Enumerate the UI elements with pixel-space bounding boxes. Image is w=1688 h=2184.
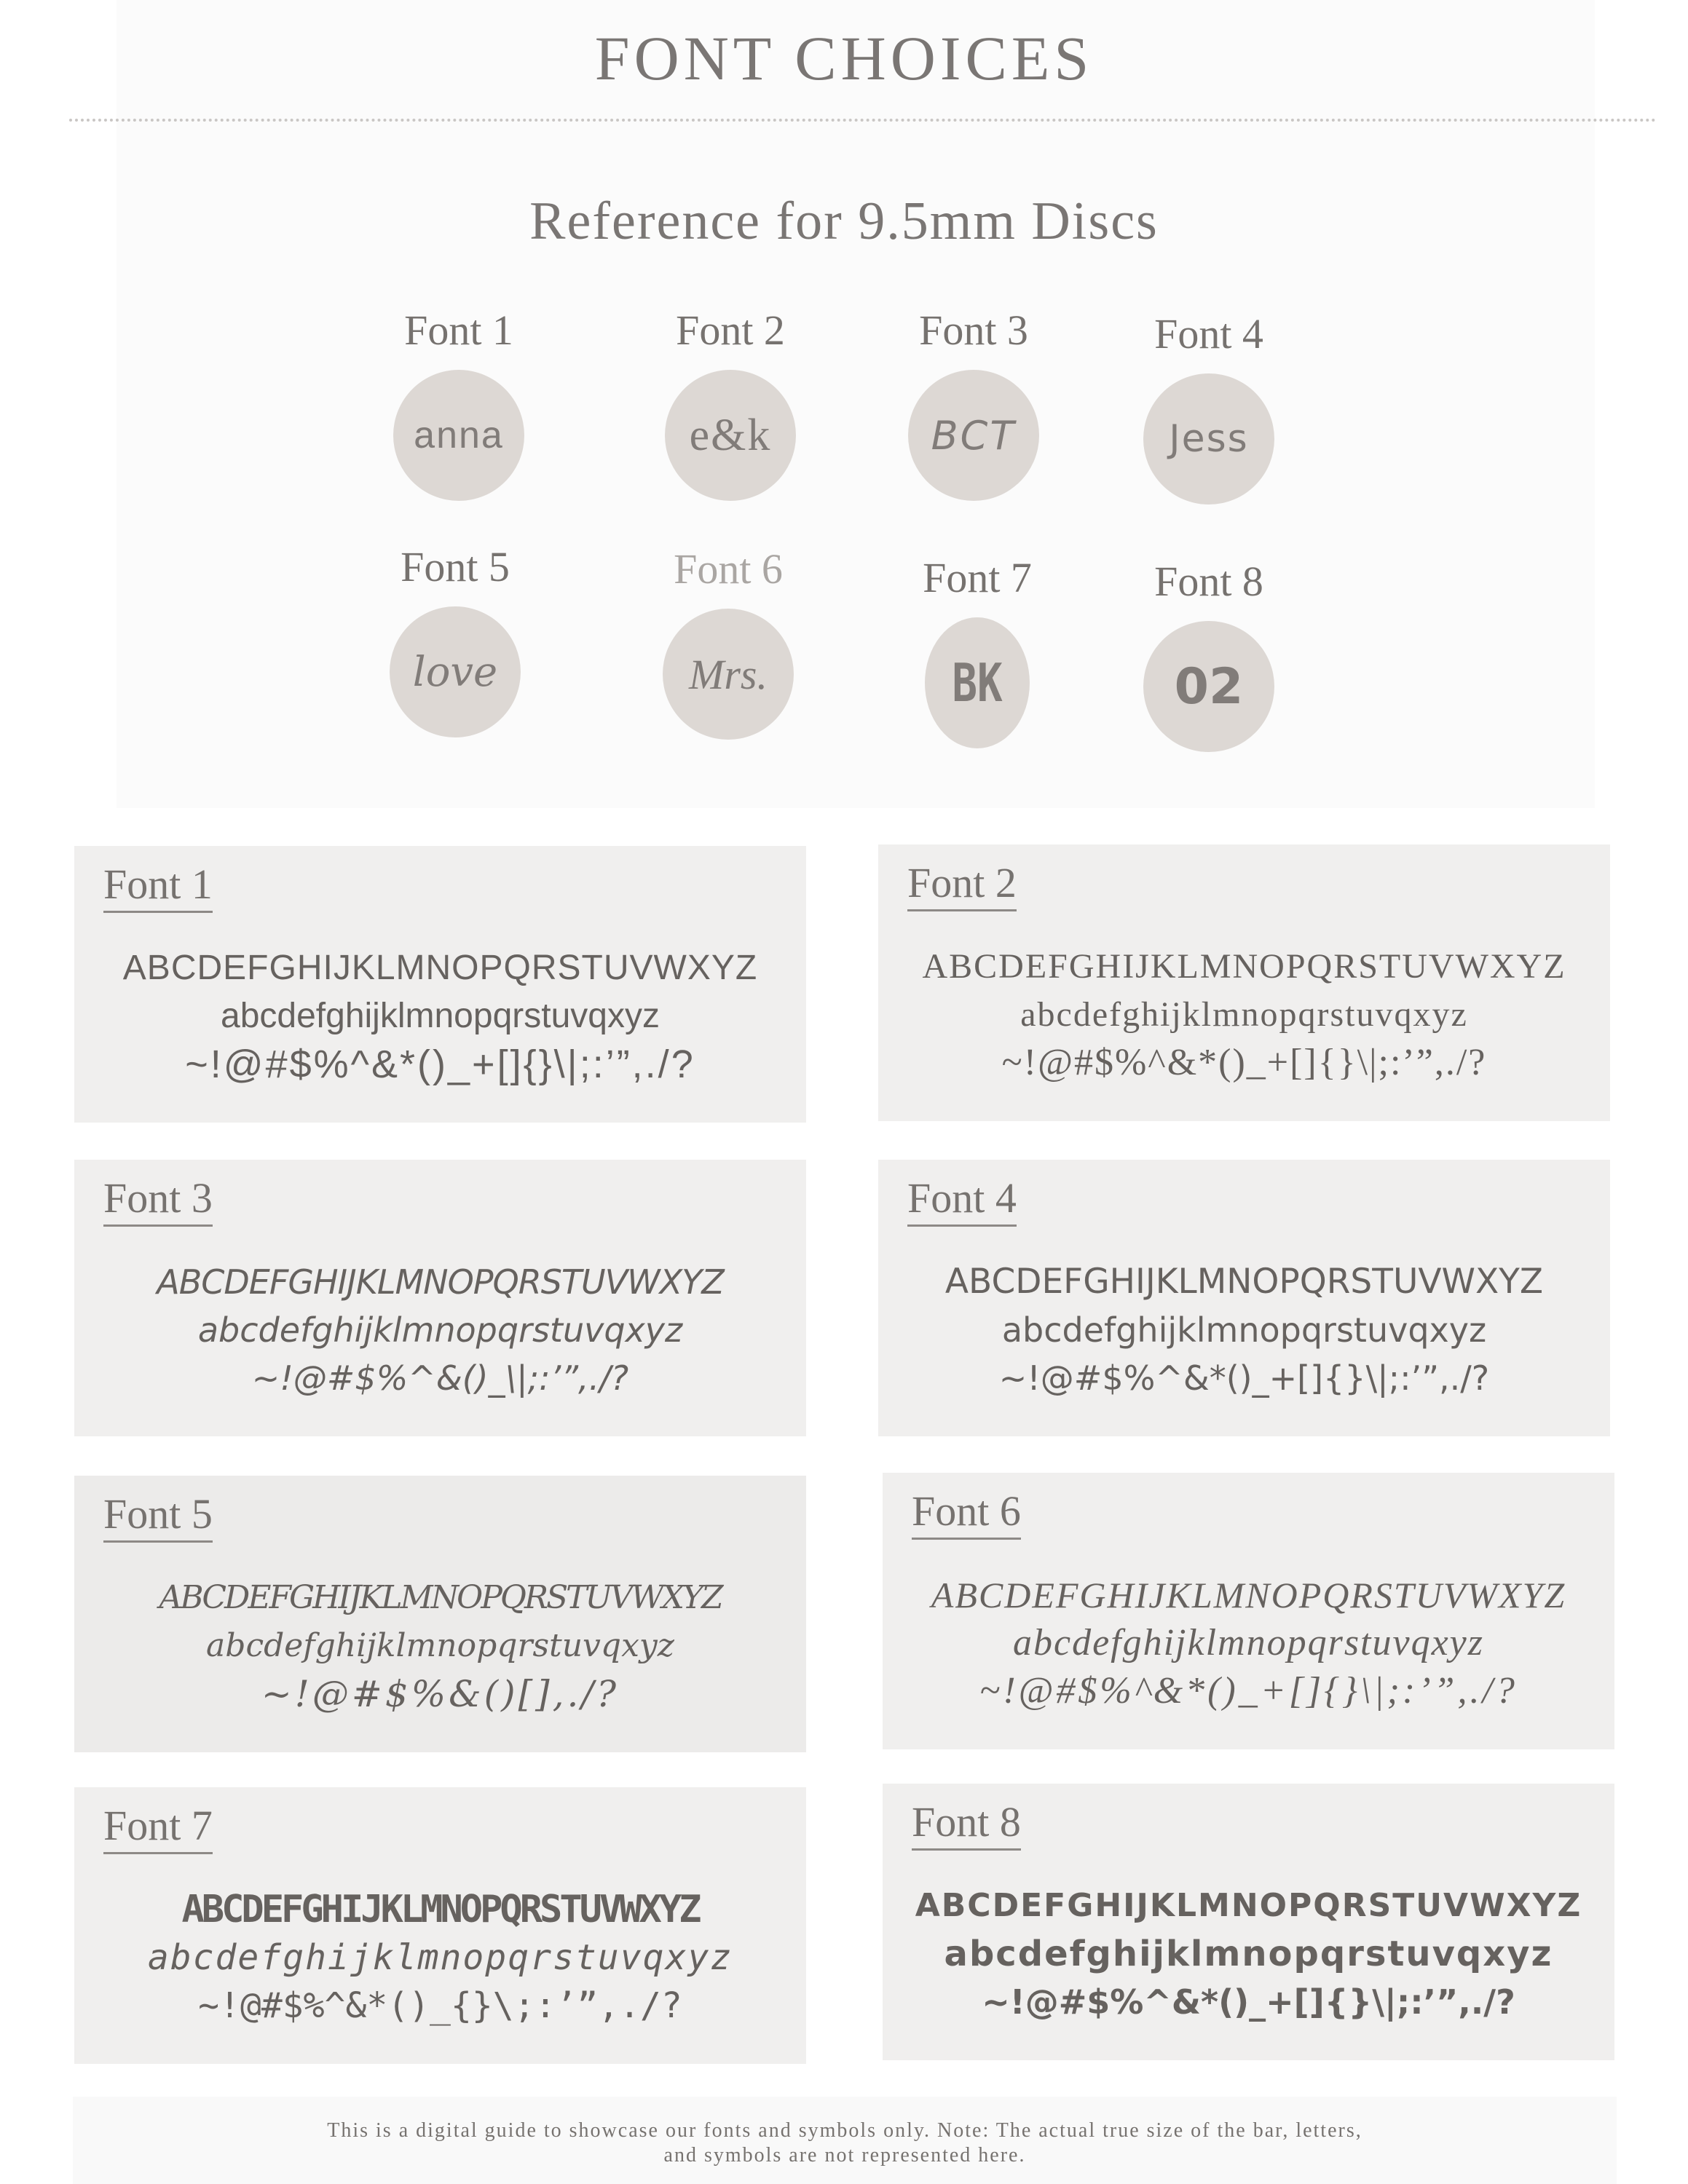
font-5-specimen-card (74, 1476, 806, 1752)
disc-label: Font 1 (404, 306, 513, 354)
lowercase-line: abcdefghijklmnopqrstuvqxyz (197, 1310, 683, 1350)
disc-font-8 (1129, 557, 1289, 752)
specimen-label: Font 6 (912, 1487, 1021, 1540)
specimen-label: Font 8 (912, 1798, 1021, 1851)
lowercase-line: abcdefghijklmnopqrstuvqxyz (221, 997, 660, 1035)
disc-sample: Mrs. (663, 609, 794, 740)
footer-note (73, 2097, 1617, 2184)
font-7-specimen-card (74, 1787, 806, 2064)
disc-label: Font 7 (923, 554, 1032, 601)
disc-label: Font 8 (1154, 558, 1263, 605)
uppercase-line: ABCDEFGHIJKLMNOPQRSTUVWXYZ (157, 1262, 724, 1302)
symbols-line: ~!@#$%&()[],./? (261, 1673, 620, 1715)
disc-font-2 (650, 306, 811, 501)
disc-label: Font 4 (1154, 310, 1263, 357)
disc-sample: love (390, 606, 521, 737)
font-8-specimen-card (883, 1784, 1614, 2060)
symbols-line: ~!@#$%^&*()_+[]{}\|;:’”,./? (185, 1042, 695, 1086)
footer-line-1: This is a digital guide to showcase our fonts and symbols only. Note: The actual true size of the bar, letters, (327, 2119, 1362, 2142)
lowercase-line: abcdefghijklmnopqrstuvqxyz (944, 1934, 1553, 1974)
font-1-specimen-card (74, 846, 806, 1123)
disc-sample: 02 (1143, 621, 1274, 752)
disc-font-1 (379, 306, 539, 501)
font-2-specimen-card (878, 844, 1610, 1121)
disc-sample: anna (393, 370, 524, 501)
disc-font-7 (897, 553, 1057, 748)
disc-label: Font 5 (401, 543, 510, 590)
symbols-line: ~!@#$%^&*()_+[]{}\|;:’”,./? (1001, 1042, 1487, 1083)
disc-sample: BCT (908, 370, 1039, 501)
specimen-label: Font 7 (103, 1802, 213, 1854)
lowercase-line: abcdefghijklmnopqrstuvqxyz (147, 1937, 733, 1978)
font-4-specimen-card (878, 1160, 1610, 1436)
font-6-specimen-card (883, 1473, 1614, 1749)
uppercase-line: ABCDEFGHIJKLMNOPQRSTUVWXYZ (931, 1575, 1566, 1615)
specimen-label: Font 4 (907, 1174, 1017, 1227)
uppercase-line: ABCDEFGHIJKLMNOPQRSTUVWXYZ (122, 949, 758, 987)
symbols-line: ~!@#$%^&*()_{}\;:’”,./? (198, 1985, 682, 2026)
uppercase-line: ABCDEFGHIJKLMNOPQRSTUVWXYZ (922, 947, 1566, 986)
lowercase-line: abcdefghijklmnopqrstuvqxyz (1001, 1310, 1487, 1350)
disc-label: Font 6 (674, 545, 783, 593)
lowercase-line: abcdefghijklmnopqrstuvqxyz (1020, 995, 1468, 1034)
specimen-label: Font 2 (907, 859, 1017, 911)
disc-font-4 (1129, 309, 1289, 505)
specimen-label: Font 5 (103, 1490, 213, 1543)
disc-font-3 (894, 306, 1054, 501)
disc-sample: BK (925, 617, 1030, 748)
disc-sample: Jess (1143, 373, 1274, 505)
symbols-line: ~!@#$%^&*()_+[]{}\|;:’”,./? (982, 1982, 1515, 2022)
specimen-label: Font 1 (103, 860, 213, 913)
font-3-specimen-card (74, 1160, 806, 1436)
uppercase-line: ABCDEFGHIJKLMNOPQRSTUVWXYZ (181, 1888, 699, 1931)
page-subtitle: Reference for 9.5mm Discs (529, 191, 1159, 251)
uppercase-line: ABCDEFGHIJKLMNOPQRSTUVWXYZ (159, 1579, 722, 1616)
dotted-divider (69, 119, 1657, 122)
disc-label: Font 3 (919, 306, 1028, 354)
symbols-line: ~!@#$%^&*()_+[]{}\|;:’”,./? (998, 1358, 1490, 1398)
uppercase-line: ABCDEFGHIJKLMNOPQRSTUVWXYZ (944, 1262, 1544, 1302)
disc-font-6 (648, 545, 808, 740)
disc-font-5 (375, 542, 535, 737)
symbols-line: ~!@#$%^&*()_+[]{}\|;:’”,./? (979, 1670, 1518, 1712)
page-title: FONT CHOICES (594, 23, 1094, 93)
disc-label: Font 2 (676, 306, 785, 354)
lowercase-line: abcdefghijklmnopqrstuvqxyz (206, 1627, 674, 1664)
uppercase-line: ABCDEFGHIJKLMNOPQRSTUVWXYZ (915, 1887, 1582, 1924)
lowercase-line: abcdefghijklmnopqrstuvqxyz (1013, 1622, 1484, 1663)
symbols-line: ~!@#$%^&()_\|;:’”,./? (251, 1358, 629, 1398)
footer-line-2: and symbols are not represented here. (663, 2144, 1026, 2167)
specimen-label: Font 3 (103, 1174, 213, 1227)
disc-sample: e&k (665, 370, 796, 501)
